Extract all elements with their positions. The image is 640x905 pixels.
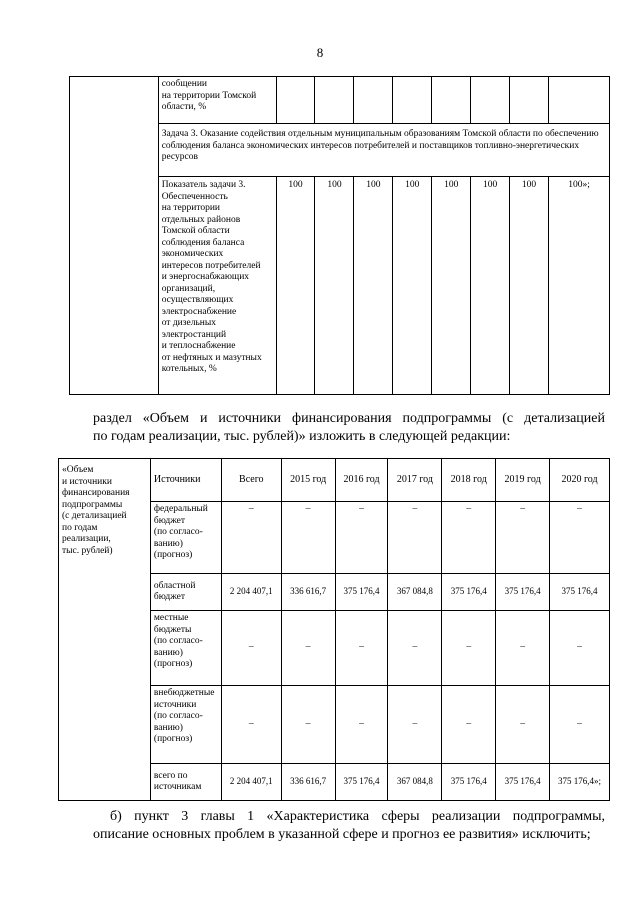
value-cell: – (281, 611, 335, 686)
value-cell: – (550, 611, 610, 686)
value-cell: – (335, 502, 388, 574)
header-year: 2019 год (496, 459, 550, 502)
value-cell: – (496, 502, 550, 574)
value-cell: – (221, 502, 281, 574)
value-cell: – (550, 686, 610, 764)
value-cell: 2 204 407,1 (221, 764, 281, 801)
value-cell: 100 (471, 177, 510, 395)
value-cell: – (281, 686, 335, 764)
indicators-table (69, 76, 610, 395)
value-cell: 375 176,4 (496, 574, 550, 611)
paragraph-2-line-2: описание основных проблем в указанной сфере и прогноз ее развития» исключить; (93, 827, 591, 842)
value-cell: – (335, 686, 388, 764)
value-cell: 375 176,4»; (550, 764, 610, 801)
value-cell: 100 (276, 177, 315, 395)
task3-cell: Задача 3. Оказание содействия отдельным муниципальным образованиям Томской области по обеспечению соблюдения баланса экономических интересов потребителей и поставщиков топливно-энергетических ресурсов (158, 124, 609, 177)
value-cell: 2 204 407,1 (221, 574, 281, 611)
value-cell: 100 (432, 177, 471, 395)
header-year: 2015 год (281, 459, 335, 502)
source-cell: областной бюджет (150, 574, 221, 611)
task3-indicator-cell: Показатель задачи 3. Обеспеченность на территории отдельных районов Томской области соблюдения баланса экономических интересов потребителей и энергоснабжающих организаций, осуществляющих электроснабжение от дизельных электростанций и теплоснабжение от нефтяных и мазутных котельных, % (158, 177, 276, 395)
value-cell: 100 (315, 177, 354, 395)
value-cell: 375 176,4 (496, 764, 550, 801)
source-cell: местные бюджеты (по согласо- ванию) (прогноз) (150, 611, 221, 686)
value-cell: 100»; (549, 177, 610, 395)
page-number: 8 (316, 45, 324, 60)
value-cell: – (442, 611, 496, 686)
value-cell: 367 084,8 (388, 764, 442, 801)
source-cell: внебюджетные источники (по согласо- ванию) (прогноз) (150, 686, 221, 764)
paragraph-1-line-2: по годам реализации, тыс. рублей)» изложить в следующей редакции: (93, 429, 511, 444)
header-year: 2017 год (388, 459, 442, 502)
paragraph-2-line-1: б) пункт 3 главы 1 «Характеристика сферы реализации подпрограммы, (110, 809, 605, 824)
empty-left-cell (70, 77, 159, 395)
source-cell: федеральный бюджет (по согласо- ванию) (прогноз) (150, 502, 221, 574)
financing-label-cell: «Объем и источники финансирования подпрограммы (с детализацией по годам реализации, тыс. рублей) (59, 459, 151, 801)
value-cell: – (442, 686, 496, 764)
value-cell: 375 176,4 (550, 574, 610, 611)
source-cell: всего по источникам (150, 764, 221, 801)
value-cell: – (281, 502, 335, 574)
value-cell: – (221, 611, 281, 686)
value-cell: 100 (354, 177, 393, 395)
value-cell: 375 176,4 (442, 764, 496, 801)
value-cell: 367 084,8 (388, 574, 442, 611)
value-cell: 100 (393, 177, 432, 395)
value-cell: 336 616,7 (281, 574, 335, 611)
header-year: 2018 год (442, 459, 496, 502)
value-cell: 336 616,7 (281, 764, 335, 801)
value-cell: 375 176,4 (335, 574, 388, 611)
value-cell: – (442, 502, 496, 574)
value-cell: – (496, 611, 550, 686)
value-cell: 375 176,4 (442, 574, 496, 611)
value-cell: – (550, 502, 610, 574)
financing-table (58, 458, 610, 801)
row1-indicator-cell: сообщении на территории Томской области, % (158, 77, 276, 124)
header-sources: Источники (150, 459, 221, 502)
value-cell: – (388, 611, 442, 686)
value-cell: – (496, 686, 550, 764)
value-cell: – (388, 502, 442, 574)
value-cell: – (221, 686, 281, 764)
value-cell: 100 (510, 177, 549, 395)
paragraph-1-line-1: раздел «Объем и источники финансирования подпрограммы (с детализацией (93, 411, 605, 426)
value-cell: 375 176,4 (335, 764, 388, 801)
value-cell: – (335, 611, 388, 686)
header-total: Всего (221, 459, 281, 502)
header-year: 2016 год (335, 459, 388, 502)
value-cell: – (388, 686, 442, 764)
header-year: 2020 год (550, 459, 610, 502)
